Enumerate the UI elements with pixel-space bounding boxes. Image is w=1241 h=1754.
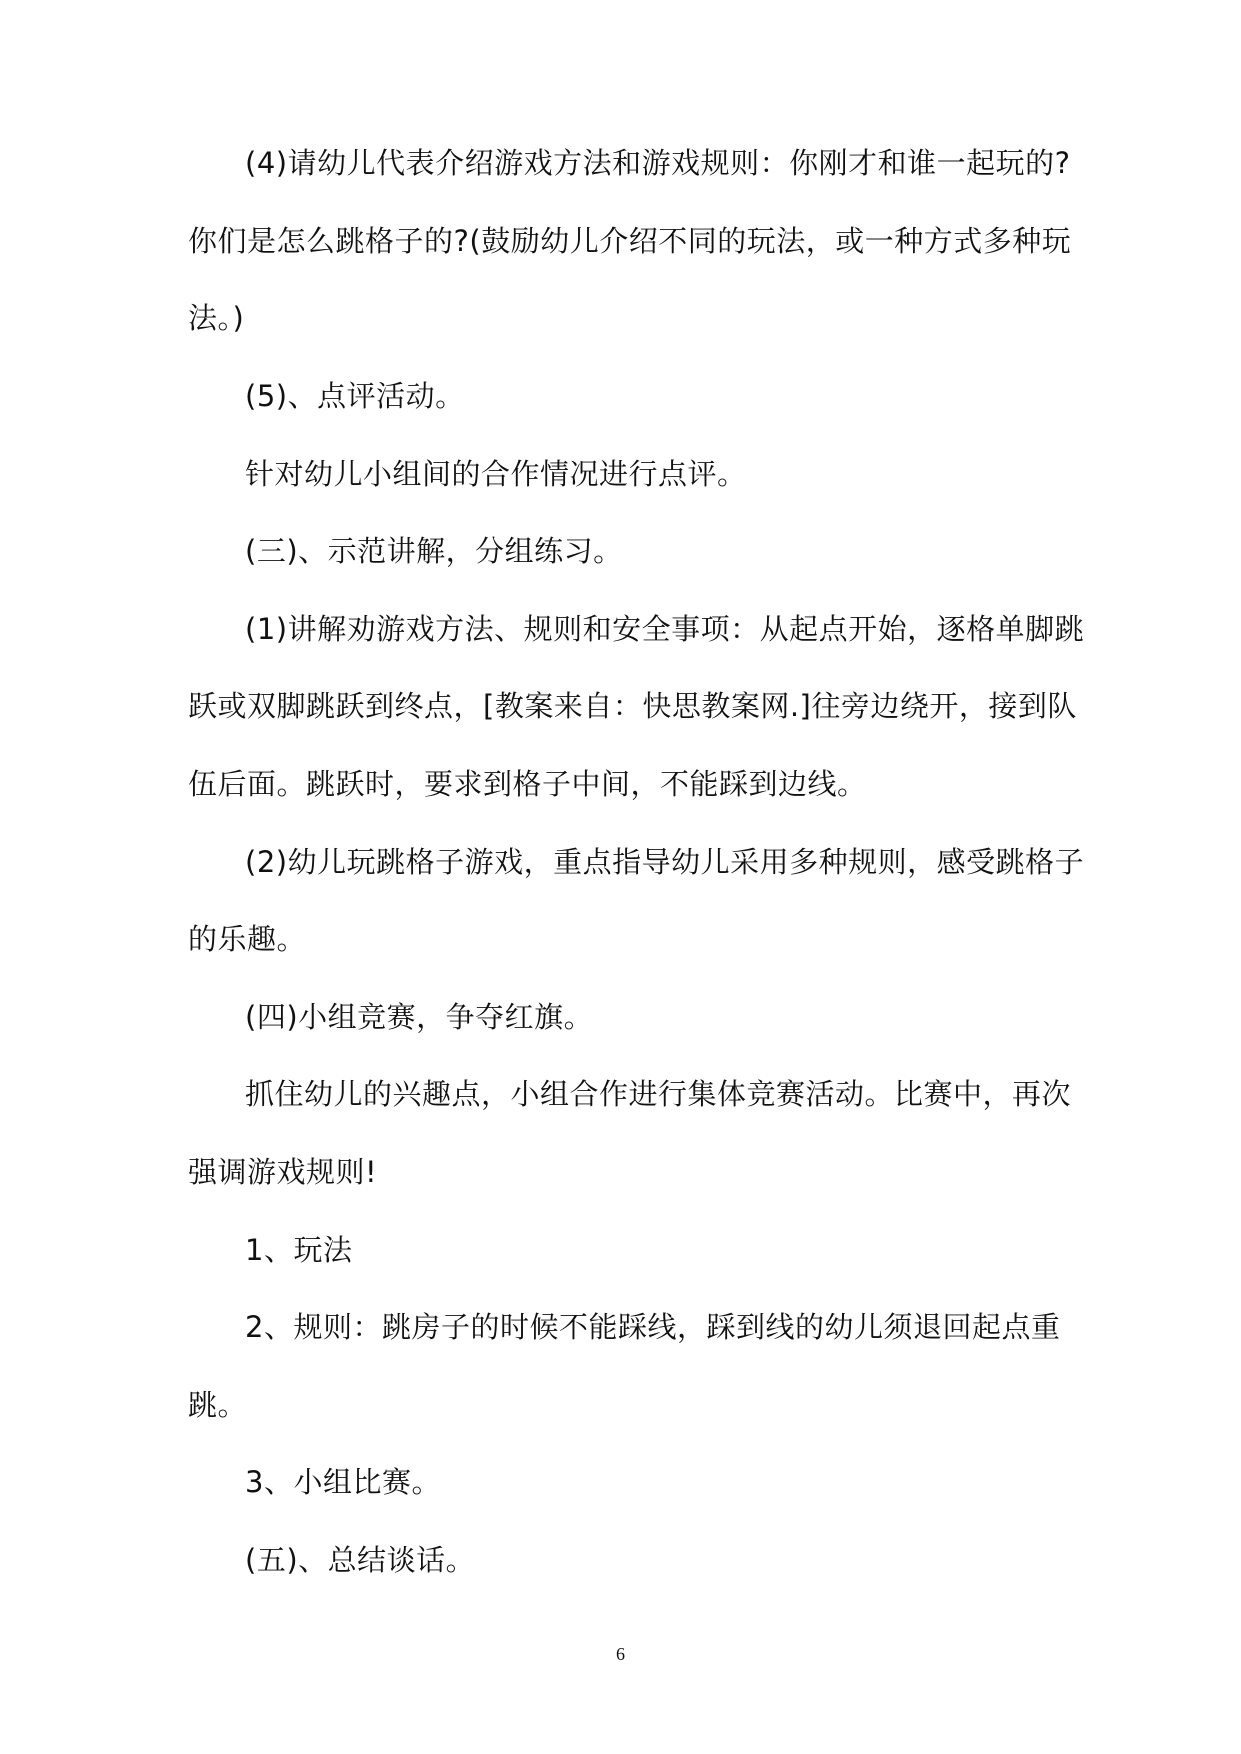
text-line-8: 跃或双脚跳跃到终点，[教案来自：快思教案网.]往旁边绕开，接到队 (188, 689, 1077, 723)
page-number: 6 (616, 1644, 625, 1664)
text-line-14: 强调游戏规则! (188, 1155, 378, 1189)
text-line-15: 1、玩法 (245, 1233, 353, 1267)
text-line-17: 跳。 (188, 1388, 248, 1422)
text-line-12: (四)小组竞赛，争夺红旗。 (245, 1000, 594, 1034)
text-line-7: (1)讲解劝游戏方法、规则和安全事项：从起点开始，逐格单脚跳 (245, 612, 1085, 646)
text-line-19: (五)、总结谈话。 (245, 1543, 476, 1577)
text-line-5: 针对幼儿小组间的合作情况进行点评。 (245, 457, 747, 491)
text-line-18: 3、小组比赛。 (245, 1465, 441, 1499)
text-line-16: 2、规则：跳房子的时候不能踩线，踩到线的幼儿须退回起点重 (245, 1310, 1061, 1344)
text-line-1: (4)请幼儿代表介绍游戏方法和游戏规则：你刚才和谁一起玩的? (245, 146, 1071, 180)
text-line-6: (三)、示范讲解，分组练习。 (245, 534, 623, 568)
text-line-4: (5)、点评活动。 (245, 379, 465, 413)
text-line-9: 伍后面。跳跃时，要求到格子中间，不能踩到边线。 (188, 767, 867, 801)
text-line-10: (2)幼儿玩跳格子游戏，重点指导幼儿采用多种规则，感受跳格子 (245, 845, 1085, 879)
text-line-11: 的乐趣。 (188, 922, 307, 956)
text-line-2: 你们是怎么跳格子的?(鼓励幼儿介绍不同的玩法，或一种方式多种玩 (188, 224, 1072, 258)
text-line-13: 抓住幼儿的兴趣点，小组合作进行集体竞赛活动。比赛中，再次 (245, 1077, 1072, 1111)
text-line-3: 法。) (188, 301, 245, 335)
